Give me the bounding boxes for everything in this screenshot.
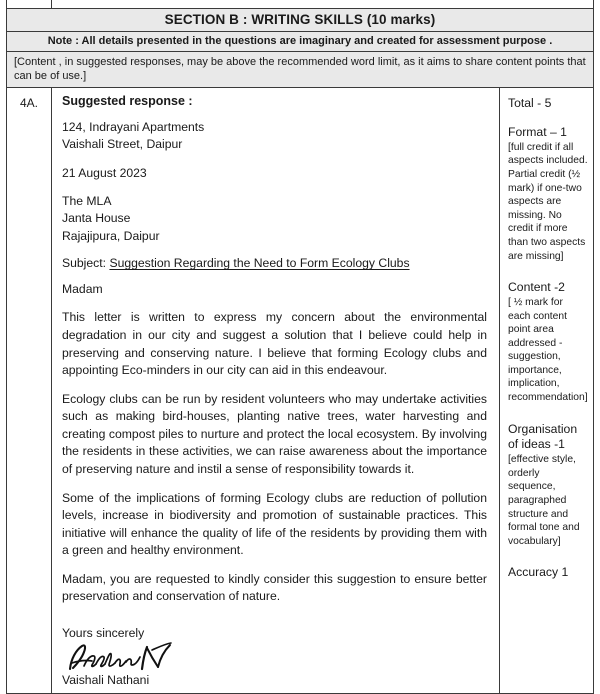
section-title-banner: SECTION B : WRITING SKILLS (10 marks) [7, 9, 593, 32]
spacer [62, 182, 487, 193]
subject-line [62, 256, 487, 270]
subject-label: Subject: [62, 256, 107, 271]
marks-total: Total - 5 [508, 96, 552, 111]
marks-accuracy: Accuracy 1 [508, 565, 569, 580]
letter-paragraph-3: Some of the implications of forming Ecology clubs are reduction of pollution levels, increase in biodiversity and promotion of sustainable practices. This initiative will enhance the quality of life of the residents by providing them with a green and healthy environment. [62, 490, 487, 558]
assessment-note-banner: Note : All details presented in the questions are imaginary and created for assessment purpose . [7, 32, 593, 52]
recipient-address-line-2: Janta House [62, 211, 131, 226]
marks-organisation-heading: Organisation of ideas -1 [508, 421, 578, 452]
marks-organisation-note: [effective style, orderly sequence, paragraphed structure and formal tone and vocabulary] [508, 454, 580, 547]
recipient-address-line-1: The MLA [62, 194, 112, 209]
letter-paragraph-2: Ecology clubs can be run by resident volunteers who may undertake activities such as making bird-houses, planting native trees, water harvesting and creating compost piles to nurture and protect the local ecosystem. By involving the residents in these activities, we can raise awareness about the importance of preserving nature and instil a sense of responsibility towards it. [62, 391, 487, 476]
letter-date: 21 August 2023 [62, 165, 147, 180]
spacer [508, 263, 588, 280]
stub-cell-number [7, 0, 52, 8]
spacer [508, 405, 588, 422]
salutation: Madam [62, 282, 103, 297]
handwritten-signature-icon [64, 641, 176, 673]
spacer [62, 154, 487, 165]
subject-text: Suggestion Regarding the Need to Form Ecology Clubs [109, 256, 410, 271]
marks-format-note: [full credit if all aspects included. Partial credit (½ mark) if one-two aspects are missing. No credit if more than two aspects are missing] [508, 141, 588, 262]
marking-scheme-table [6, 0, 594, 694]
question-number-cell: 4A. [7, 88, 52, 693]
closing-line: Yours sincerely [62, 625, 145, 640]
spacer [62, 617, 487, 626]
spacer [508, 112, 588, 125]
letter-paragraph-1: This letter is written to express my concern about the environmental degradation in our city and suggest a solution that I believe could help in preserving and conserving nature. I believe that forming Ecology clubs and appointing Eco-minders in our city can aid in this endeavour. [62, 310, 487, 378]
marks-content-heading: Content -2 [508, 280, 565, 295]
suggested-response-label: Suggested response : [62, 94, 193, 109]
suggested-response-cell [52, 88, 500, 693]
signature-name: Vaishali Nathani [62, 672, 150, 687]
answer-row [7, 88, 593, 693]
spacer [62, 270, 487, 281]
spacer [62, 298, 487, 309]
stub-cell-body [52, 0, 593, 8]
letter-paragraph-4: Madam, you are requested to kindly consider this suggestion to ensure better preservation and conservation of nature. [62, 571, 487, 604]
sender-address-line-2: Vaishali Street, Daipur [62, 137, 183, 152]
spacer [62, 245, 487, 256]
marks-format-heading: Format – 1 [508, 125, 567, 140]
marking-criteria-cell [500, 88, 593, 693]
spacer [508, 548, 588, 565]
marks-content-note: [ ½ mark for each content point area addressed - suggestion, importance, implication, recommendation] [508, 296, 588, 403]
signature-image [64, 641, 487, 673]
previous-row-stub [7, 0, 593, 9]
content-disclaimer-banner: [Content , in suggested responses, may be above the recommended word limit, as it aims to share content points that can be of use.] [7, 52, 593, 88]
recipient-address-line-3: Rajajipura, Daipur [62, 228, 160, 243]
sender-address-line-1: 124, Indrayani Apartments [62, 120, 205, 135]
